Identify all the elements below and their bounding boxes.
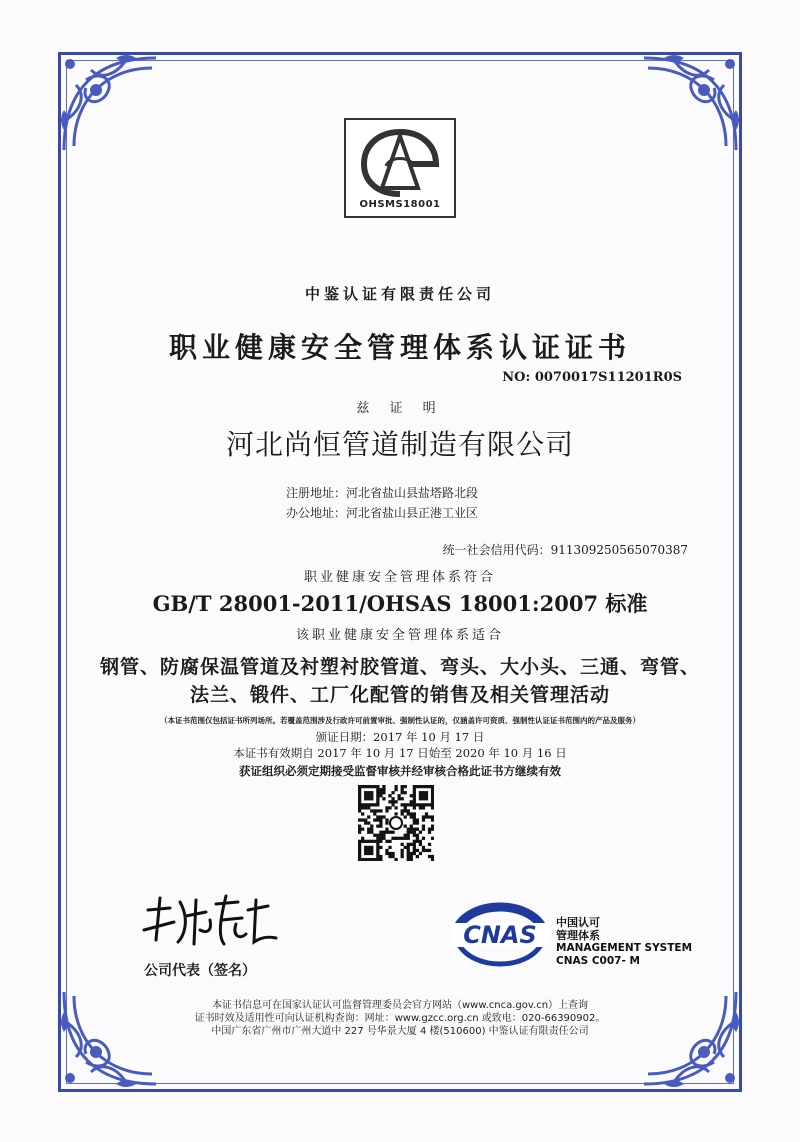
credit-code: 统一社会信用代码：911309250565070387 <box>442 543 688 557</box>
cnas-logo <box>448 893 552 977</box>
applies-text: 该职业健康安全管理体系适合 <box>295 628 504 643</box>
cnas-line-2: 管理体系 <box>556 929 600 942</box>
scope-line-1: 钢管、防腐保温管道及衬塑衬胶管道、弯头、大小头、三通、弯管、 <box>99 656 700 678</box>
cqc-emblem-icon <box>356 126 444 198</box>
logo-caption: OHSMS18001 <box>359 199 441 210</box>
footer-line-1: 本证书信息可在国家认证认可监督管理委员会官方网站（www.cnca.gov.cn）上查询 <box>211 1000 589 1011</box>
office-address: 办公地址：河北省盐山县正港工业区 <box>286 506 479 520</box>
cnas-line-4: CNAS C007- M <box>556 955 640 967</box>
conform-text: 职业健康安全管理体系符合 <box>303 570 496 585</box>
hereby-certify: 兹 证 明 <box>356 401 444 416</box>
registered-address: 注册地址：河北省盐山县盐塔路北段 <box>286 486 479 500</box>
handwritten-signature <box>140 890 280 950</box>
scope-note: （本证书范围仅包括证书所列场所。若覆盖范围涉及行政许可前置审批、强制性认证的，仅涵盖许可资质、强制性认证证书范围内的产品及服务） <box>160 716 640 725</box>
company-representative-label: 公司代表（签名） <box>144 963 256 979</box>
issue-date: 颁证日期：2017 年 10 月 17 日 <box>315 730 485 744</box>
footer-line-3: 中国广东省广州市广州大道中 227 号华景大厦 4 楼(510600) 中鉴认证有限责任公司 <box>211 1026 589 1037</box>
scope-line-2: 法兰、锻件、工厂化配管的销售及相关管理活动 <box>189 684 610 706</box>
corner-ornament-top-right <box>634 50 744 160</box>
qr-code-icon[interactable] <box>358 785 434 861</box>
cnas-accreditation-text <box>556 916 692 968</box>
corner-ornament-top-left <box>56 50 166 160</box>
standard-text: GB/T 28001-2011/OHSAS 18001:2007 标准 <box>152 591 648 616</box>
cnas-line-3: MANAGEMENT SYSTEM <box>556 942 693 954</box>
cnas-logo-text: CNAS <box>463 921 537 949</box>
cnas-line-1: 中国认可 <box>556 916 600 929</box>
company-name: 河北尚恒管道制造有限公司 <box>225 428 574 461</box>
certificate-number: NO: 0070017S11201R0S <box>502 370 682 385</box>
validity-period: 本证书有效期自 2017 年 10 月 17 日始至 2020 年 10 月 16 日 <box>233 746 567 760</box>
certificate-title: 职业健康安全管理体系认证证书 <box>168 331 631 364</box>
issuer-name: 中鉴认证有限责任公司 <box>304 285 495 303</box>
validity-condition: 获证组织必须定期接受监督审核并经审核合格此证书方继续有效 <box>239 764 561 778</box>
ohsms-logo <box>344 118 456 218</box>
footer-line-2: 证书时效及适用性可向认证机构查询：网址：www.gzcc.org.cn 或致电：020-66390902。 <box>194 1013 606 1024</box>
